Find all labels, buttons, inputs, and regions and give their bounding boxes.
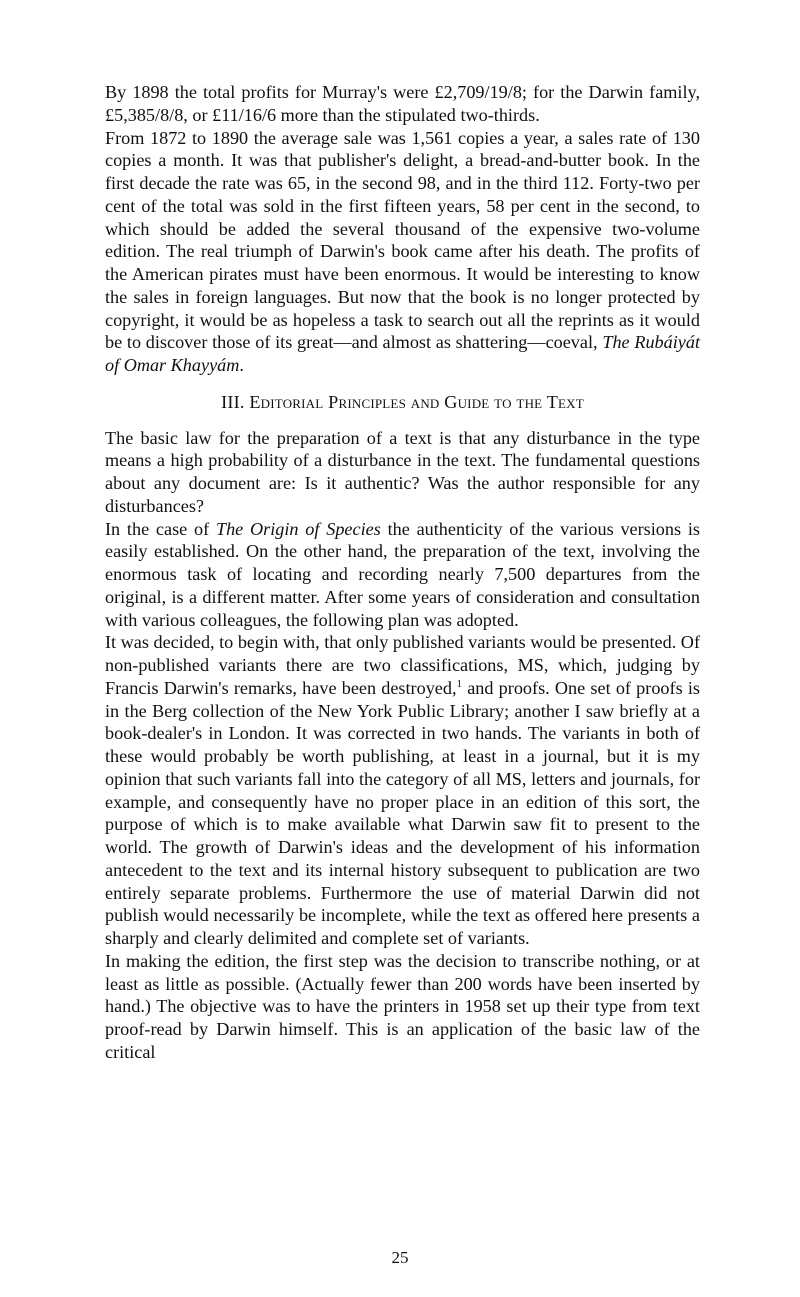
paragraph-variants-rest: and proofs. One set of proofs is in the Berg collection of the New York Public Library; another I saw briefly at a book-dealer's in London. It was corrected in two hands. The variants in both of these would probably be worth publishing, at least in a journal, but it is my opinion that such variants fall into the category of all MS, letters and journals, for example, and consequently have no proper place in an edition of this sort, the purpose of which is to make available what Darwin saw fit to present to the world. The growth of Darwin's ideas and the development of his information antecedent to the text and its internal history subsequent to publication are two entirely separate problems. Furthermore the use of material Darwin did not publish would necessarily be incomplete, while the text as offered here presents a sharply and clearly delimited and complete set of variants.: [105, 677, 700, 948]
page-number: 25: [391, 1248, 409, 1267]
paragraph-profits: By 1898 the total profits for Murray's were £2,709/19/8; for the Darwin family, £5,385/8/8, or £11/16/6 more than the stipulated two-thirds.: [105, 82, 700, 125]
section-numeral: III.: [221, 391, 245, 412]
section-heading: [105, 391, 700, 414]
paragraph-sales-text: From 1872 to 1890 the average sale was 1,561 copies a year, a sales rate of 130 copies a month. It was that publisher's delight, a bread-and-butter book. In the first decade the rate was 65, in the second 98, and in the third 112. Forty-two per cent of the total was sold in the first fifteen years, 58 per cent in the second, to which should be added the several thousand of the expensive two-volume edition. The real triumph of Darwin's book came after his death. The profits of the American pirates must have been enormous. It would be interesting to know the sales in foreign languages. But now that the book is no longer protected by copyright, it would be as hopeless a task to search out all the reprints as it would be to discover those of its great—and almost as shattering—coeval,: [105, 127, 700, 353]
paragraph-basic-law: The basic law for the preparation of a text is that any disturbance in the type means a high probability of a disturbance in the text. The fundamental questions about any document are: Is it authentic? Was the author responsible for any disturbances?: [105, 427, 700, 516]
origin-title: The Origin of Species: [215, 518, 381, 539]
paragraph-origin-rest: the authenticity of the various versions is easily established. On the other hand, the preparation of the text, involving the enormous task of locating and recording nearly 7,500 departures from the original, is a different matter. After some years of consideration and consultation with various colleagues, the following plan was adopted.: [105, 518, 700, 630]
page-body: [105, 81, 700, 1064]
section-title: Editorial Principles and Guide to the Text: [249, 391, 584, 412]
paragraph-origin-start: In the case of: [105, 518, 216, 539]
paragraph-edition: In making the edition, the first step was the decision to transcribe nothing, or at least as little as possible. (Actually fewer than 200 words have been inserted by hand.) The objective was to have the printers in 1958 set up their type from text proof-read by Darwin himself. This is an application of the basic law of the critical: [105, 950, 700, 1062]
paragraph-variants: [105, 631, 700, 950]
paragraph-variants-start: It was decided, to begin with, that only published variants would be presented. Of non-published variants there are two classifications, MS, which, judging by Francis Darwin's remarks, have been destroyed,: [105, 632, 701, 698]
paragraph-sales: [105, 127, 700, 377]
rubaiyat-title: The Rubáiyát of Omar Khayyám: [105, 332, 701, 375]
paragraph-origin: [105, 518, 700, 632]
rubaiyat-period: .: [239, 355, 244, 375]
footnote-marker: 1: [456, 677, 463, 690]
